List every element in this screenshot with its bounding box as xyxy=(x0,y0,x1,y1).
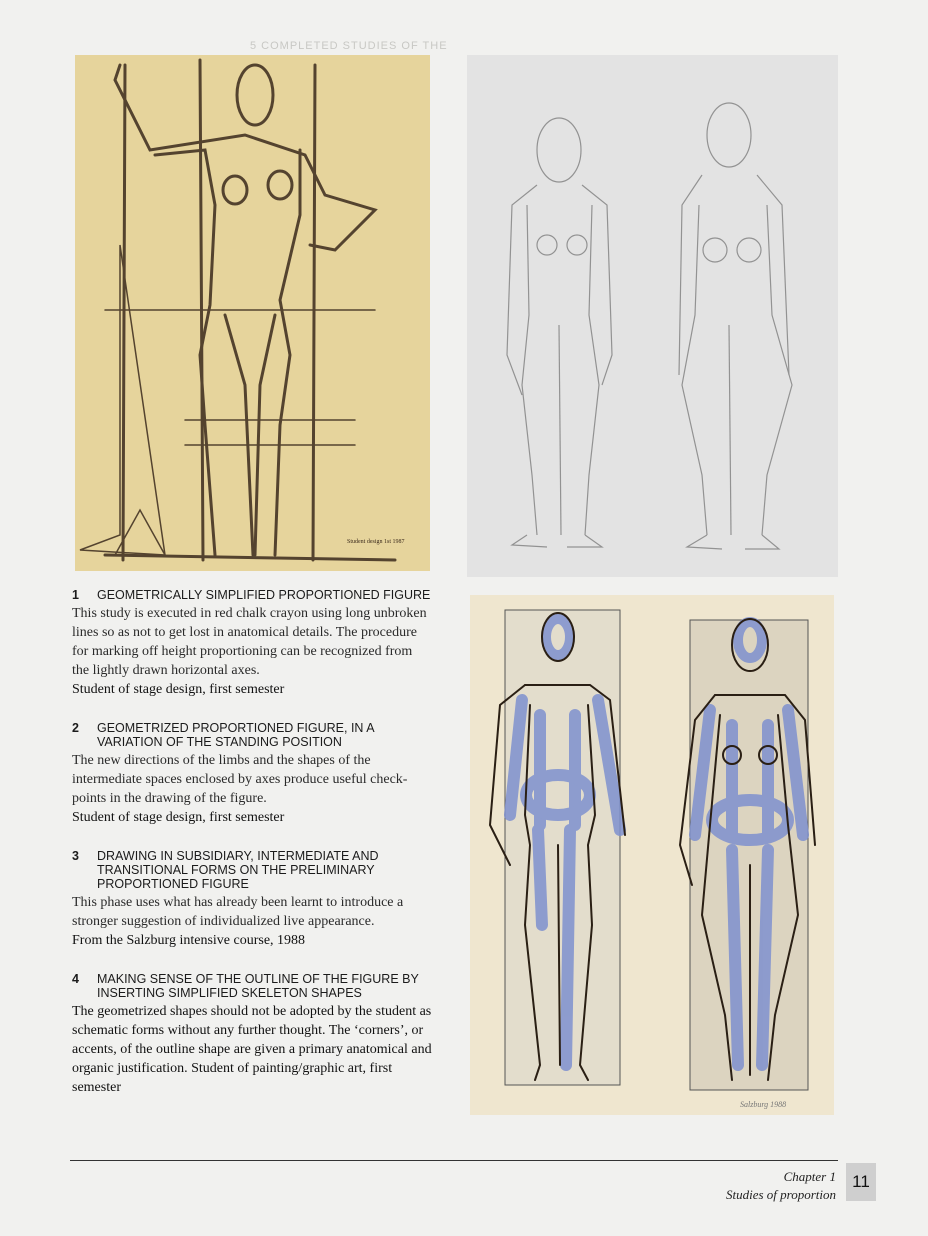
ghost-header-text: 5 COMPLETED STUDIES OF THE xyxy=(250,40,448,52)
caption-2-body: The new directions of the limbs and the shapes of the intermediate spaces enclosed by axes produce useful check-points in the drawing of the figure. xyxy=(72,753,408,806)
footer-chapter: Chapter 1 xyxy=(783,1169,836,1184)
figure-3-4-signature: Salzburg 1988 xyxy=(740,1100,787,1109)
caption-3-heading xyxy=(72,849,432,891)
caption-3-credit: From the Salzburg intensive course, 1988 xyxy=(72,933,306,948)
caption-4 xyxy=(72,972,432,1097)
caption-2-title: GEOMETRIZED PROPORTIONED FIGURE, IN A VARIATION OF THE STANDING POSITION xyxy=(97,721,374,749)
caption-3-body: This phase uses what has already been learnt to introduce a stronger suggestion of individualized live appearance. xyxy=(72,895,404,929)
footer-rule xyxy=(70,1160,838,1161)
caption-1-body: This study is executed in red chalk crayon using long unbroken lines so as not to get lost in anatomical details. The procedure for marking off height proportioning can be recognized from the lightly drawn horizontal axes. xyxy=(72,606,427,678)
figure-1-signature: Student design 1st 1987 xyxy=(347,539,405,545)
caption-1-title: GEOMETRICALLY SIMPLIFIED PROPORTIONED FIGURE xyxy=(97,588,431,602)
caption-3-title: DRAWING IN SUBSIDIARY, INTERMEDIATE AND TRANSITIONAL FORMS ON THE PRELIMINARY PROPORTIONED FIGURE xyxy=(97,849,379,891)
ink-wash-figures-illustration xyxy=(470,595,834,1115)
figure-2-pencil-drawing xyxy=(467,55,838,577)
page-number: 11 xyxy=(846,1163,876,1201)
caption-4-number: 4 xyxy=(72,972,79,986)
caption-1-number: 1 xyxy=(72,588,79,602)
chalk-figure-illustration xyxy=(75,55,430,571)
figure-1-chalk-drawing xyxy=(75,55,430,571)
caption-2-number: 2 xyxy=(72,721,79,735)
caption-4-body: The geometrized shapes should not be adopted by the student as schematic forms without any further thought. The ‘corners’, or accents, of the outline shape are given a primary anatomical and organic justification. Student of painting/graphic art, first semester xyxy=(72,1004,432,1095)
caption-3 xyxy=(72,849,432,950)
caption-3-number: 3 xyxy=(72,849,79,863)
caption-2 xyxy=(72,721,432,827)
caption-2-credit: Student of stage design, first semester xyxy=(72,810,285,825)
footer-section: Studies of proportion xyxy=(725,1187,836,1202)
captions-column xyxy=(72,588,432,1119)
caption-1-heading xyxy=(72,588,432,602)
footer-chapter-info xyxy=(726,1168,836,1204)
pencil-figures-illustration xyxy=(467,55,838,577)
caption-2-heading xyxy=(72,721,432,749)
caption-4-heading xyxy=(72,972,432,1000)
caption-4-title: MAKING SENSE OF THE OUTLINE OF THE FIGURE BY INSERTING SIMPLIFIED SKELETON SHAPES xyxy=(97,972,419,1000)
caption-1 xyxy=(72,588,432,699)
figure-3-4-ink-wash-drawing xyxy=(470,595,834,1115)
caption-1-credit: Student of stage design, first semester xyxy=(72,682,285,697)
